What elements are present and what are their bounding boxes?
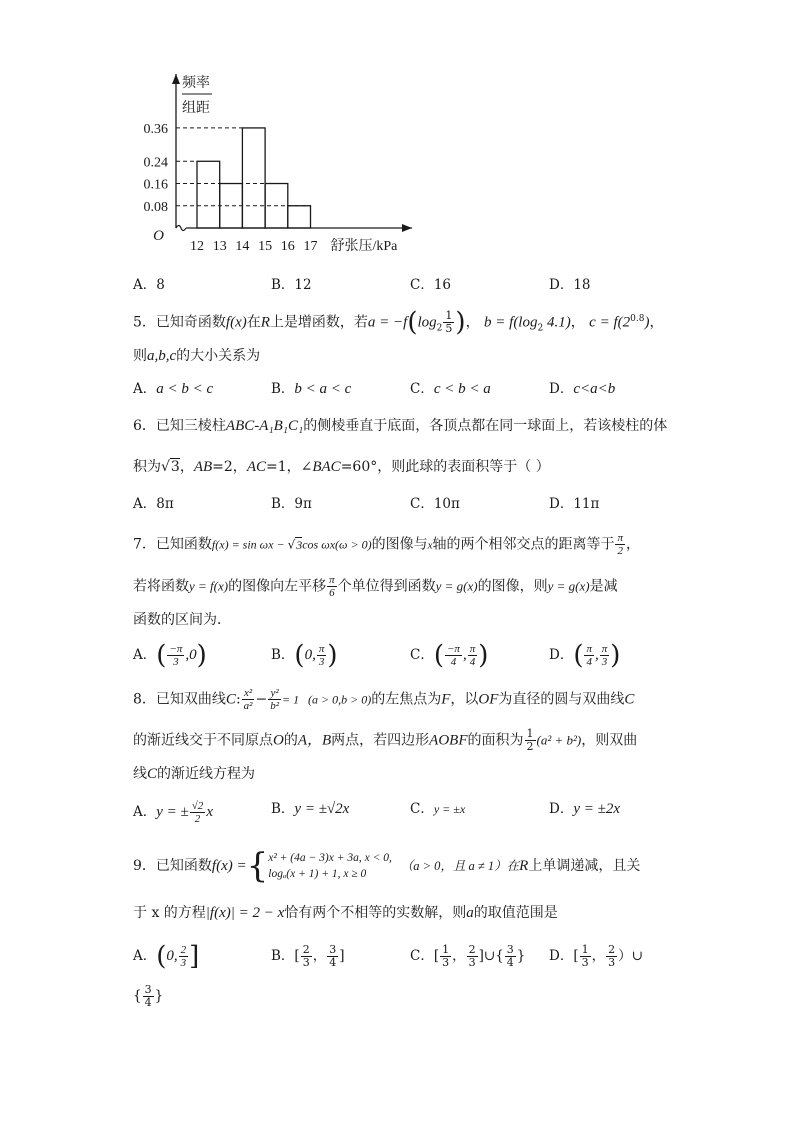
q8-stem-line1: 8．已知双曲线C: $\frac{\text{x²}}{\text{a²}}$ − $\frac{\text{y²}}{\text{b²}}$ = 1 (a > 0,b > 0)的左焦点为F，以OF为直径的圆与双曲线C [133,687,635,712]
q6-option-a[interactable]: A．8π [133,496,174,512]
q7-option-d[interactable]: D．( $\frac{\pi}{4}$ , $\frac{\pi}{3}$ ) [549,640,621,671]
q5-option-a[interactable]: A．a < b < c [133,381,214,397]
chart-axes [172,74,412,232]
q7-option-a[interactable]: A．( $\frac{-\pi}{3}$ ,0) [133,640,207,671]
q8-option-d[interactable]: D．y = ±2x [549,801,620,817]
x-tick-label: 12 [190,239,204,254]
x-axis-arrow [402,224,412,232]
q8-option-c[interactable]: C．y = ±x [410,801,466,817]
y-tick-label: 0.36 [143,121,168,137]
x-tick-label: 15 [258,239,273,254]
q5-option-c[interactable]: C．c < b < a [410,381,491,397]
y-axis-arrow [172,74,180,84]
histogram-bar [288,206,311,228]
q9-option-b[interactable]: B．[ $\frac{2}{3}$ ， $\frac{3}{4}$ ] [271,943,345,969]
histogram-bar [197,161,220,228]
q9-option-d-continued: { $\frac{3}{4}$ } [133,983,164,1009]
histogram-bar [242,128,265,228]
q5-stem-line2: 则a,b,c的大小关系为 [133,348,261,364]
x-tick-label: 16 [280,239,295,254]
q5-vars: a,b,c [147,348,177,364]
q5-option-b[interactable]: B．b < a < c [271,381,352,397]
q7-stem-line3: 函数的区间为． [133,612,231,628]
y-tick-label: 0.08 [143,199,168,215]
histogram-bar [220,184,243,228]
q5-log-base: 2 [436,323,443,334]
q7-stem-line2: 若将函数y = f(x)的图像向左平移 $\frac{\pi}{6}$ 个单位得到函数y = g(x)的图像，则y = g(x)是减 [133,574,618,599]
q5-r: R [260,314,270,331]
x-tick-label: 17 [303,239,318,254]
q4-option-d[interactable]: D．18 [549,277,591,293]
q7-option-c[interactable]: C．( $\frac{-\pi}{4}$ , $\frac{\pi}{4}$ ) [410,640,489,671]
q9-option-a[interactable]: A．(0, $\frac{2}{3}$ ] [133,941,200,972]
q5-text: 在 [246,314,261,331]
frequency-histogram [140,66,440,256]
q5-fx: f(x) [225,314,247,331]
x-tick-label: 14 [235,239,250,254]
q9-piecewise: x² + (4a − 3)x + 3a, x < 0, logₐ(x + 1) + 1, x ≥ 0 [268,852,392,880]
q6-stem-line2: 积为√3，AB=2，AC=1，∠BAC=60°，则此球的表面积等于（ ） [133,459,550,475]
q6-option-d[interactable]: D．11π [549,496,600,512]
q5-log: log [417,314,437,331]
chart-bars [197,128,311,228]
q5-text: 5．已知奇函数 [133,314,226,331]
q8-stem-line3: 线C的渐近线方程为 [133,766,256,782]
q8-stem-line2: 的渐近线交于不同原点O的A，B两点，若四边形AOBF的面积为 $\frac{1}{2}$ (a² + b²)，则双曲 [133,727,638,753]
q5-fraction: $\frac{1}{5}$ [445,309,453,336]
q6-option-c[interactable]: C．10π [410,496,460,512]
q8-option-b[interactable]: B．y = ±√2x [271,801,350,817]
x-tick-label: 13 [212,239,227,254]
q6-option-b[interactable]: B．9π [271,496,312,512]
x-axis-break [176,226,186,231]
q7-option-b[interactable]: B．(0, $\frac{\pi}{3}$ ) [271,640,338,671]
q5-b-expr: b = f [484,314,514,331]
x-axis-label: 舒张压/kPa [330,239,398,254]
q5-c-expr: c = f [589,314,618,331]
q8-option-a[interactable]: A．y = ± $\frac{√2}{2}$ x [133,800,213,825]
q4-option-b[interactable]: B．12 [271,277,312,293]
q9-stem-line2: 于 x 的方程|f(x)| = 2 − x恰有两个不相等的实数解，则a的取值范围是 [133,905,558,921]
chart-labels [144,75,399,254]
q6-stem-line1: 6．已知三棱柱ABC-A₁B₁C₁的侧棱垂直于底面，各顶点都在同一球面上，若该棱柱的体 [133,418,668,434]
q9-option-d[interactable]: D．[ $\frac{1}{3}$ ， $\frac{2}{3}$ ）∪ [549,943,643,969]
q9-stem-line1: 9．已知函数f(x) ={ x² + (4a − 3)x + 3a, x < 0, logₐ(x + 1) + 1, x ≥ 0 （a > 0，且 a ≠ 1）在R上单调递减，且关 [133,846,641,886]
q9-option-c[interactable]: C．[ $\frac{1}{3}$ ， $\frac{2}{3}$ ]∪{ $\frac{3}{4}$ } [410,943,526,969]
y-tick-label: 0.24 [143,155,168,171]
q4-option-c[interactable]: C．16 [410,277,452,293]
y-label-denominator: 组距 [182,101,210,116]
q5-a-expr: a = −f [367,314,408,331]
y-tick-label: 0.16 [143,177,168,193]
q5-text: 上是增函数，若 [269,314,368,331]
q5-option-d[interactable]: D．c<a<b [549,381,616,397]
y-label-numerator: 频率 [182,76,210,91]
origin-label: O [153,228,164,244]
q6-prism: ABC-A₁B₁C₁ [225,418,304,434]
q5-stem-line1: 5．已知奇函数f(x)在R上是增函数，若$a = -f(\log_2$ $\frac{1}{5}$ )， $b = f(\log_2$ 4.1)， $c = f(2^{0.8})$， [133,307,664,338]
q4-option-a[interactable]: A．8 [133,277,165,293]
q7-stem-line1: 7．已知函数f(x) = sin ωx − √3cos ωx(ω > 0)的图像与x轴的两个相邻交点的距离等于 $\frac{\pi}{2}$ ， [133,532,640,557]
